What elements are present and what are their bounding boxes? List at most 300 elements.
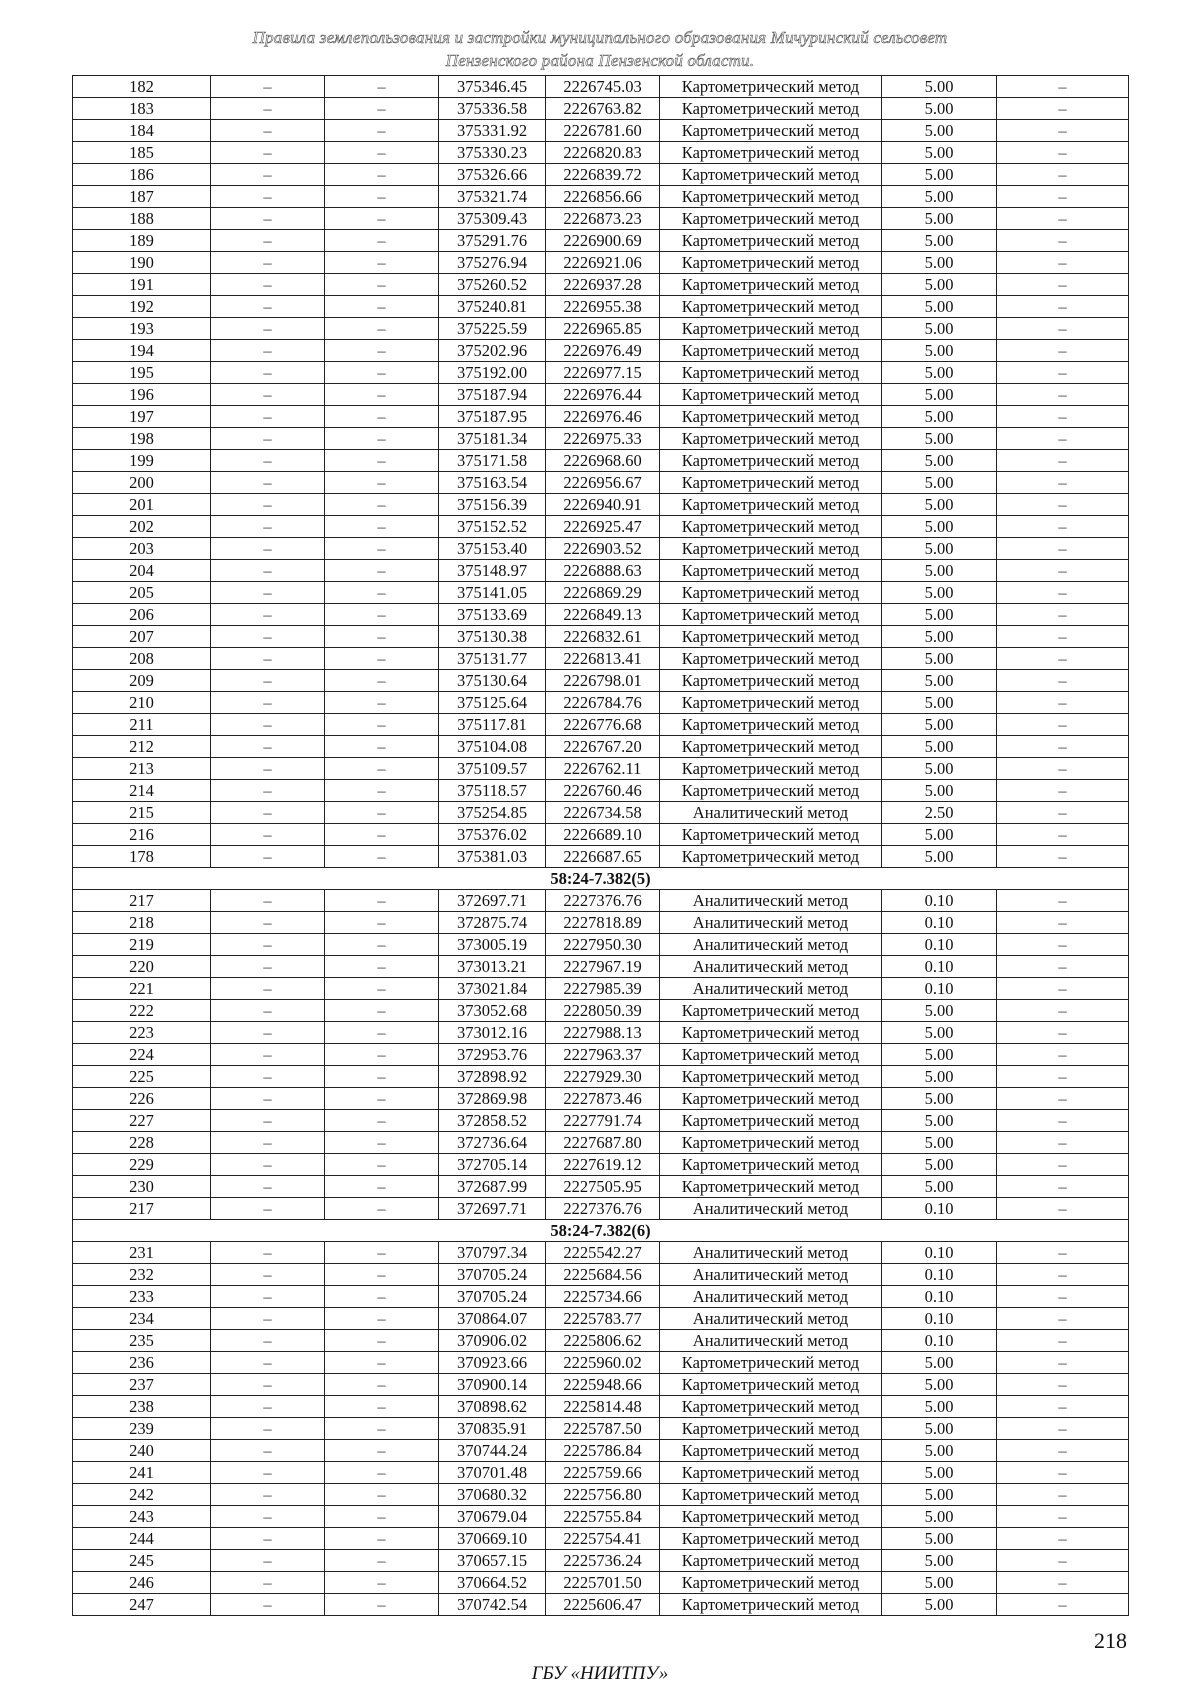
old-x-cell: – bbox=[211, 318, 325, 340]
point-number-cell: 195 bbox=[73, 362, 211, 384]
old-x-cell: – bbox=[211, 1440, 325, 1462]
point-number-cell: 198 bbox=[73, 428, 211, 450]
accuracy-cell: 5.00 bbox=[882, 384, 997, 406]
description-cell: – bbox=[997, 538, 1129, 560]
method-cell: Картометрический метод bbox=[660, 494, 882, 516]
accuracy-cell: 5.00 bbox=[882, 516, 997, 538]
accuracy-cell: 5.00 bbox=[882, 274, 997, 296]
table-row bbox=[73, 582, 1129, 604]
table-row bbox=[73, 1484, 1129, 1506]
method-cell: Картометрический метод bbox=[660, 714, 882, 736]
old-y-cell: – bbox=[325, 714, 439, 736]
y-coordinate-cell: 2225783.77 bbox=[546, 1308, 660, 1330]
accuracy-cell: 5.00 bbox=[882, 692, 997, 714]
old-x-cell: – bbox=[211, 1396, 325, 1418]
description-cell: – bbox=[997, 1066, 1129, 1088]
old-y-cell: – bbox=[325, 736, 439, 758]
table-row bbox=[73, 120, 1129, 142]
method-cell: Картометрический метод bbox=[660, 1176, 882, 1198]
old-y-cell: – bbox=[325, 516, 439, 538]
x-coordinate-cell: 375171.58 bbox=[439, 450, 546, 472]
description-cell: – bbox=[997, 912, 1129, 934]
old-x-cell: – bbox=[211, 780, 325, 802]
x-coordinate-cell: 370701.48 bbox=[439, 1462, 546, 1484]
table-row bbox=[73, 230, 1129, 252]
old-y-cell: – bbox=[325, 758, 439, 780]
accuracy-cell: 5.00 bbox=[882, 208, 997, 230]
table-row bbox=[73, 98, 1129, 120]
table-row bbox=[73, 1440, 1129, 1462]
point-number-cell: 211 bbox=[73, 714, 211, 736]
x-coordinate-cell: 375130.38 bbox=[439, 626, 546, 648]
old-y-cell: – bbox=[325, 120, 439, 142]
method-cell: Картометрический метод bbox=[660, 142, 882, 164]
old-y-cell: – bbox=[325, 1352, 439, 1374]
y-coordinate-cell: 2226888.63 bbox=[546, 560, 660, 582]
old-y-cell: – bbox=[325, 164, 439, 186]
old-x-cell: – bbox=[211, 472, 325, 494]
old-y-cell: – bbox=[325, 846, 439, 868]
method-cell: Картометрический метод bbox=[660, 1506, 882, 1528]
old-y-cell: – bbox=[325, 538, 439, 560]
x-coordinate-cell: 372869.98 bbox=[439, 1088, 546, 1110]
point-number-cell: 182 bbox=[73, 76, 211, 98]
description-cell: – bbox=[997, 1132, 1129, 1154]
accuracy-cell: 5.00 bbox=[882, 626, 997, 648]
x-coordinate-cell: 370906.02 bbox=[439, 1330, 546, 1352]
method-cell: Картометрический метод bbox=[660, 98, 882, 120]
x-coordinate-cell: 375148.97 bbox=[439, 560, 546, 582]
old-x-cell: – bbox=[211, 626, 325, 648]
method-cell: Картометрический метод bbox=[660, 560, 882, 582]
old-x-cell: – bbox=[211, 846, 325, 868]
old-x-cell: – bbox=[211, 604, 325, 626]
old-x-cell: – bbox=[211, 1110, 325, 1132]
accuracy-cell: 5.00 bbox=[882, 1022, 997, 1044]
x-coordinate-cell: 375192.00 bbox=[439, 362, 546, 384]
old-x-cell: – bbox=[211, 1264, 325, 1286]
description-cell: – bbox=[997, 1396, 1129, 1418]
old-x-cell: – bbox=[211, 1374, 325, 1396]
old-y-cell: – bbox=[325, 956, 439, 978]
x-coordinate-cell: 375376.02 bbox=[439, 824, 546, 846]
point-number-cell: 213 bbox=[73, 758, 211, 780]
table-row bbox=[73, 956, 1129, 978]
old-y-cell: – bbox=[325, 1572, 439, 1594]
x-coordinate-cell: 375152.52 bbox=[439, 516, 546, 538]
point-number-cell: 223 bbox=[73, 1022, 211, 1044]
table-row bbox=[73, 758, 1129, 780]
old-y-cell: – bbox=[325, 1484, 439, 1506]
y-coordinate-cell: 2225806.62 bbox=[546, 1330, 660, 1352]
accuracy-cell: 5.00 bbox=[882, 98, 997, 120]
old-x-cell: – bbox=[211, 164, 325, 186]
x-coordinate-cell: 373013.21 bbox=[439, 956, 546, 978]
old-x-cell: – bbox=[211, 450, 325, 472]
old-y-cell: – bbox=[325, 1462, 439, 1484]
table-row bbox=[73, 1594, 1129, 1616]
description-cell: – bbox=[997, 1594, 1129, 1616]
method-cell: Аналитический метод bbox=[660, 1242, 882, 1264]
old-x-cell: – bbox=[211, 648, 325, 670]
table-row bbox=[73, 450, 1129, 472]
table-row bbox=[73, 1176, 1129, 1198]
old-y-cell: – bbox=[325, 1308, 439, 1330]
x-coordinate-cell: 375109.57 bbox=[439, 758, 546, 780]
old-x-cell: – bbox=[211, 1242, 325, 1264]
old-x-cell: – bbox=[211, 1506, 325, 1528]
old-x-cell: – bbox=[211, 428, 325, 450]
old-y-cell: – bbox=[325, 362, 439, 384]
old-y-cell: – bbox=[325, 1506, 439, 1528]
method-cell: Картометрический метод bbox=[660, 1550, 882, 1572]
description-cell: – bbox=[997, 450, 1129, 472]
table-row bbox=[73, 1044, 1129, 1066]
x-coordinate-cell: 375141.05 bbox=[439, 582, 546, 604]
page-header bbox=[0, 26, 1200, 72]
x-coordinate-cell: 370797.34 bbox=[439, 1242, 546, 1264]
y-coordinate-cell: 2227619.12 bbox=[546, 1154, 660, 1176]
accuracy-cell: 5.00 bbox=[882, 1154, 997, 1176]
x-coordinate-cell: 375187.94 bbox=[439, 384, 546, 406]
x-coordinate-cell: 375153.40 bbox=[439, 538, 546, 560]
table-row bbox=[73, 1242, 1129, 1264]
description-cell: – bbox=[997, 1352, 1129, 1374]
old-y-cell: – bbox=[325, 1088, 439, 1110]
table-row bbox=[73, 824, 1129, 846]
old-x-cell: – bbox=[211, 186, 325, 208]
old-x-cell: – bbox=[211, 1022, 325, 1044]
y-coordinate-cell: 2225786.84 bbox=[546, 1440, 660, 1462]
x-coordinate-cell: 375104.08 bbox=[439, 736, 546, 758]
method-cell: Картометрический метод bbox=[660, 1418, 882, 1440]
y-coordinate-cell: 2227687.80 bbox=[546, 1132, 660, 1154]
method-cell: Картометрический метод bbox=[660, 648, 882, 670]
description-cell: – bbox=[997, 516, 1129, 538]
point-number-cell: 239 bbox=[73, 1418, 211, 1440]
old-y-cell: – bbox=[325, 670, 439, 692]
point-number-cell: 184 bbox=[73, 120, 211, 142]
y-coordinate-cell: 2226955.38 bbox=[546, 296, 660, 318]
y-coordinate-cell: 2226763.82 bbox=[546, 98, 660, 120]
y-coordinate-cell: 2227929.30 bbox=[546, 1066, 660, 1088]
x-coordinate-cell: 375381.03 bbox=[439, 846, 546, 868]
y-coordinate-cell: 2226689.10 bbox=[546, 824, 660, 846]
x-coordinate-cell: 372705.14 bbox=[439, 1154, 546, 1176]
description-cell: – bbox=[997, 362, 1129, 384]
method-cell: Аналитический метод bbox=[660, 934, 882, 956]
method-cell: Картометрический метод bbox=[660, 1154, 882, 1176]
table-row bbox=[73, 76, 1129, 98]
table-row bbox=[73, 494, 1129, 516]
x-coordinate-cell: 375225.59 bbox=[439, 318, 546, 340]
x-coordinate-cell: 375163.54 bbox=[439, 472, 546, 494]
y-coordinate-cell: 2227376.76 bbox=[546, 890, 660, 912]
point-number-cell: 217 bbox=[73, 1198, 211, 1220]
table-row bbox=[73, 780, 1129, 802]
description-cell: – bbox=[997, 472, 1129, 494]
description-cell: – bbox=[997, 956, 1129, 978]
accuracy-cell: 5.00 bbox=[882, 296, 997, 318]
description-cell: – bbox=[997, 1484, 1129, 1506]
method-cell: Картометрический метод bbox=[660, 582, 882, 604]
description-cell: – bbox=[997, 120, 1129, 142]
accuracy-cell: 5.00 bbox=[882, 428, 997, 450]
description-cell: – bbox=[997, 384, 1129, 406]
old-y-cell: – bbox=[325, 1132, 439, 1154]
y-coordinate-cell: 2227791.74 bbox=[546, 1110, 660, 1132]
table-row bbox=[73, 428, 1129, 450]
description-cell: – bbox=[997, 1154, 1129, 1176]
old-x-cell: – bbox=[211, 1550, 325, 1572]
y-coordinate-cell: 2227963.37 bbox=[546, 1044, 660, 1066]
accuracy-cell: 0.10 bbox=[882, 890, 997, 912]
table-row bbox=[73, 560, 1129, 582]
method-cell: Картометрический метод bbox=[660, 1000, 882, 1022]
y-coordinate-cell: 2226849.13 bbox=[546, 604, 660, 626]
table-row bbox=[73, 142, 1129, 164]
table-row bbox=[73, 802, 1129, 824]
table-row bbox=[73, 714, 1129, 736]
y-coordinate-cell: 2225736.24 bbox=[546, 1550, 660, 1572]
x-coordinate-cell: 375118.57 bbox=[439, 780, 546, 802]
old-x-cell: – bbox=[211, 1352, 325, 1374]
description-cell: – bbox=[997, 1440, 1129, 1462]
table-row bbox=[73, 1000, 1129, 1022]
description-cell: – bbox=[997, 648, 1129, 670]
old-x-cell: – bbox=[211, 362, 325, 384]
point-number-cell: 196 bbox=[73, 384, 211, 406]
x-coordinate-cell: 370900.14 bbox=[439, 1374, 546, 1396]
x-coordinate-cell: 375276.94 bbox=[439, 252, 546, 274]
old-y-cell: – bbox=[325, 824, 439, 846]
old-y-cell: – bbox=[325, 692, 439, 714]
y-coordinate-cell: 2227985.39 bbox=[546, 978, 660, 1000]
point-number-cell: 240 bbox=[73, 1440, 211, 1462]
point-number-cell: 247 bbox=[73, 1594, 211, 1616]
point-number-cell: 229 bbox=[73, 1154, 211, 1176]
table-row bbox=[73, 912, 1129, 934]
method-cell: Картометрический метод bbox=[660, 274, 882, 296]
old-x-cell: – bbox=[211, 560, 325, 582]
point-number-cell: 191 bbox=[73, 274, 211, 296]
description-cell: – bbox=[997, 1528, 1129, 1550]
method-cell: Картометрический метод bbox=[660, 758, 882, 780]
old-x-cell: – bbox=[211, 1308, 325, 1330]
old-x-cell: – bbox=[211, 1000, 325, 1022]
method-cell: Картометрический метод bbox=[660, 1572, 882, 1594]
method-cell: Картометрический метод bbox=[660, 736, 882, 758]
point-number-cell: 214 bbox=[73, 780, 211, 802]
header-line-1: Правила землепользования и застройки муниципального образования Мичуринский сельсовет bbox=[252, 28, 948, 47]
description-cell: – bbox=[997, 582, 1129, 604]
y-coordinate-cell: 2225542.27 bbox=[546, 1242, 660, 1264]
y-coordinate-cell: 2226734.58 bbox=[546, 802, 660, 824]
method-cell: Картометрический метод bbox=[660, 1528, 882, 1550]
method-cell: Аналитический метод bbox=[660, 1308, 882, 1330]
point-number-cell: 201 bbox=[73, 494, 211, 516]
table-row bbox=[73, 384, 1129, 406]
table-row bbox=[73, 978, 1129, 1000]
accuracy-cell: 5.00 bbox=[882, 714, 997, 736]
description-cell: – bbox=[997, 318, 1129, 340]
x-coordinate-cell: 375117.81 bbox=[439, 714, 546, 736]
point-number-cell: 234 bbox=[73, 1308, 211, 1330]
table-row bbox=[73, 1154, 1129, 1176]
y-coordinate-cell: 2227505.95 bbox=[546, 1176, 660, 1198]
description-cell: – bbox=[997, 186, 1129, 208]
point-number-cell: 208 bbox=[73, 648, 211, 670]
table-row bbox=[73, 252, 1129, 274]
method-cell: Картометрический метод bbox=[660, 516, 882, 538]
old-x-cell: – bbox=[211, 1176, 325, 1198]
y-coordinate-cell: 2226745.03 bbox=[546, 76, 660, 98]
table-row bbox=[73, 164, 1129, 186]
old-y-cell: – bbox=[325, 1594, 439, 1616]
table-row bbox=[73, 890, 1129, 912]
table-row bbox=[73, 406, 1129, 428]
method-cell: Картометрический метод bbox=[660, 1484, 882, 1506]
old-x-cell: – bbox=[211, 406, 325, 428]
table-row bbox=[73, 1462, 1129, 1484]
y-coordinate-cell: 2226869.29 bbox=[546, 582, 660, 604]
table-row bbox=[73, 736, 1129, 758]
old-y-cell: – bbox=[325, 1330, 439, 1352]
old-y-cell: – bbox=[325, 142, 439, 164]
old-y-cell: – bbox=[325, 274, 439, 296]
y-coordinate-cell: 2226767.20 bbox=[546, 736, 660, 758]
accuracy-cell: 5.00 bbox=[882, 758, 997, 780]
description-cell: – bbox=[997, 494, 1129, 516]
y-coordinate-cell: 2225684.56 bbox=[546, 1264, 660, 1286]
accuracy-cell: 5.00 bbox=[882, 494, 997, 516]
accuracy-cell: 5.00 bbox=[882, 582, 997, 604]
accuracy-cell: 5.00 bbox=[882, 1594, 997, 1616]
y-coordinate-cell: 2226903.52 bbox=[546, 538, 660, 560]
x-coordinate-cell: 370705.24 bbox=[439, 1286, 546, 1308]
table-row bbox=[73, 648, 1129, 670]
y-coordinate-cell: 2226798.01 bbox=[546, 670, 660, 692]
coordinates-table bbox=[72, 75, 1129, 1616]
description-cell: – bbox=[997, 98, 1129, 120]
section-header-row bbox=[73, 868, 1129, 890]
point-number-cell: 244 bbox=[73, 1528, 211, 1550]
description-cell: – bbox=[997, 230, 1129, 252]
y-coordinate-cell: 2225960.02 bbox=[546, 1352, 660, 1374]
x-coordinate-cell: 375336.58 bbox=[439, 98, 546, 120]
y-coordinate-cell: 2226760.46 bbox=[546, 780, 660, 802]
description-cell: – bbox=[997, 1374, 1129, 1396]
table-row bbox=[73, 1330, 1129, 1352]
y-coordinate-cell: 2226976.46 bbox=[546, 406, 660, 428]
method-cell: Картометрический метод bbox=[660, 1132, 882, 1154]
old-x-cell: – bbox=[211, 1594, 325, 1616]
description-cell: – bbox=[997, 1000, 1129, 1022]
accuracy-cell: 0.10 bbox=[882, 1330, 997, 1352]
point-number-cell: 186 bbox=[73, 164, 211, 186]
old-y-cell: – bbox=[325, 1286, 439, 1308]
page-number: 218 bbox=[1094, 1628, 1127, 1653]
method-cell: Картометрический метод bbox=[660, 252, 882, 274]
description-cell: – bbox=[997, 670, 1129, 692]
page-footer: ГБУ «НИИТПУ» bbox=[531, 1663, 669, 1684]
x-coordinate-cell: 370679.04 bbox=[439, 1506, 546, 1528]
method-cell: Картометрический метод bbox=[660, 450, 882, 472]
old-x-cell: – bbox=[211, 1286, 325, 1308]
y-coordinate-cell: 2226976.44 bbox=[546, 384, 660, 406]
method-cell: Картометрический метод bbox=[660, 1352, 882, 1374]
old-y-cell: – bbox=[325, 252, 439, 274]
old-x-cell: – bbox=[211, 1418, 325, 1440]
old-x-cell: – bbox=[211, 758, 325, 780]
description-cell: – bbox=[997, 978, 1129, 1000]
y-coordinate-cell: 2226839.72 bbox=[546, 164, 660, 186]
old-x-cell: – bbox=[211, 802, 325, 824]
point-number-cell: 188 bbox=[73, 208, 211, 230]
method-cell: Картометрический метод bbox=[660, 406, 882, 428]
y-coordinate-cell: 2228050.39 bbox=[546, 1000, 660, 1022]
description-cell: – bbox=[997, 934, 1129, 956]
old-x-cell: – bbox=[211, 1088, 325, 1110]
table-row bbox=[73, 1022, 1129, 1044]
method-cell: Аналитический метод bbox=[660, 890, 882, 912]
old-y-cell: – bbox=[325, 802, 439, 824]
description-cell: – bbox=[997, 1044, 1129, 1066]
table-row bbox=[73, 340, 1129, 362]
accuracy-cell: 5.00 bbox=[882, 1352, 997, 1374]
table-row bbox=[73, 1110, 1129, 1132]
point-number-cell: 190 bbox=[73, 252, 211, 274]
method-cell: Аналитический метод bbox=[660, 1198, 882, 1220]
x-coordinate-cell: 372736.64 bbox=[439, 1132, 546, 1154]
accuracy-cell: 5.00 bbox=[882, 120, 997, 142]
old-y-cell: – bbox=[325, 648, 439, 670]
old-x-cell: – bbox=[211, 582, 325, 604]
accuracy-cell: 5.00 bbox=[882, 230, 997, 252]
accuracy-cell: 5.00 bbox=[882, 318, 997, 340]
table-row bbox=[73, 934, 1129, 956]
old-y-cell: – bbox=[325, 494, 439, 516]
method-cell: Картометрический метод bbox=[660, 846, 882, 868]
description-cell: – bbox=[997, 1110, 1129, 1132]
method-cell: Картометрический метод bbox=[660, 76, 882, 98]
x-coordinate-cell: 373005.19 bbox=[439, 934, 546, 956]
method-cell: Картометрический метод bbox=[660, 780, 882, 802]
method-cell: Картометрический метод bbox=[660, 824, 882, 846]
old-x-cell: – bbox=[211, 956, 325, 978]
table-row bbox=[73, 1264, 1129, 1286]
old-y-cell: – bbox=[325, 76, 439, 98]
y-coordinate-cell: 2227967.19 bbox=[546, 956, 660, 978]
method-cell: Картометрический метод bbox=[660, 604, 882, 626]
accuracy-cell: 5.00 bbox=[882, 450, 997, 472]
y-coordinate-cell: 2226925.47 bbox=[546, 516, 660, 538]
method-cell: Картометрический метод bbox=[660, 120, 882, 142]
y-coordinate-cell: 2226940.91 bbox=[546, 494, 660, 516]
point-number-cell: 207 bbox=[73, 626, 211, 648]
y-coordinate-cell: 2226820.83 bbox=[546, 142, 660, 164]
x-coordinate-cell: 375260.52 bbox=[439, 274, 546, 296]
accuracy-cell: 5.00 bbox=[882, 252, 997, 274]
old-x-cell: – bbox=[211, 1484, 325, 1506]
method-cell: Картометрический метод bbox=[660, 472, 882, 494]
method-cell: Картометрический метод bbox=[660, 1374, 882, 1396]
section-title: 58:24-7.382(5) bbox=[73, 868, 1129, 890]
method-cell: Картометрический метод bbox=[660, 1066, 882, 1088]
old-x-cell: – bbox=[211, 384, 325, 406]
old-x-cell: – bbox=[211, 142, 325, 164]
table-row bbox=[73, 1308, 1129, 1330]
